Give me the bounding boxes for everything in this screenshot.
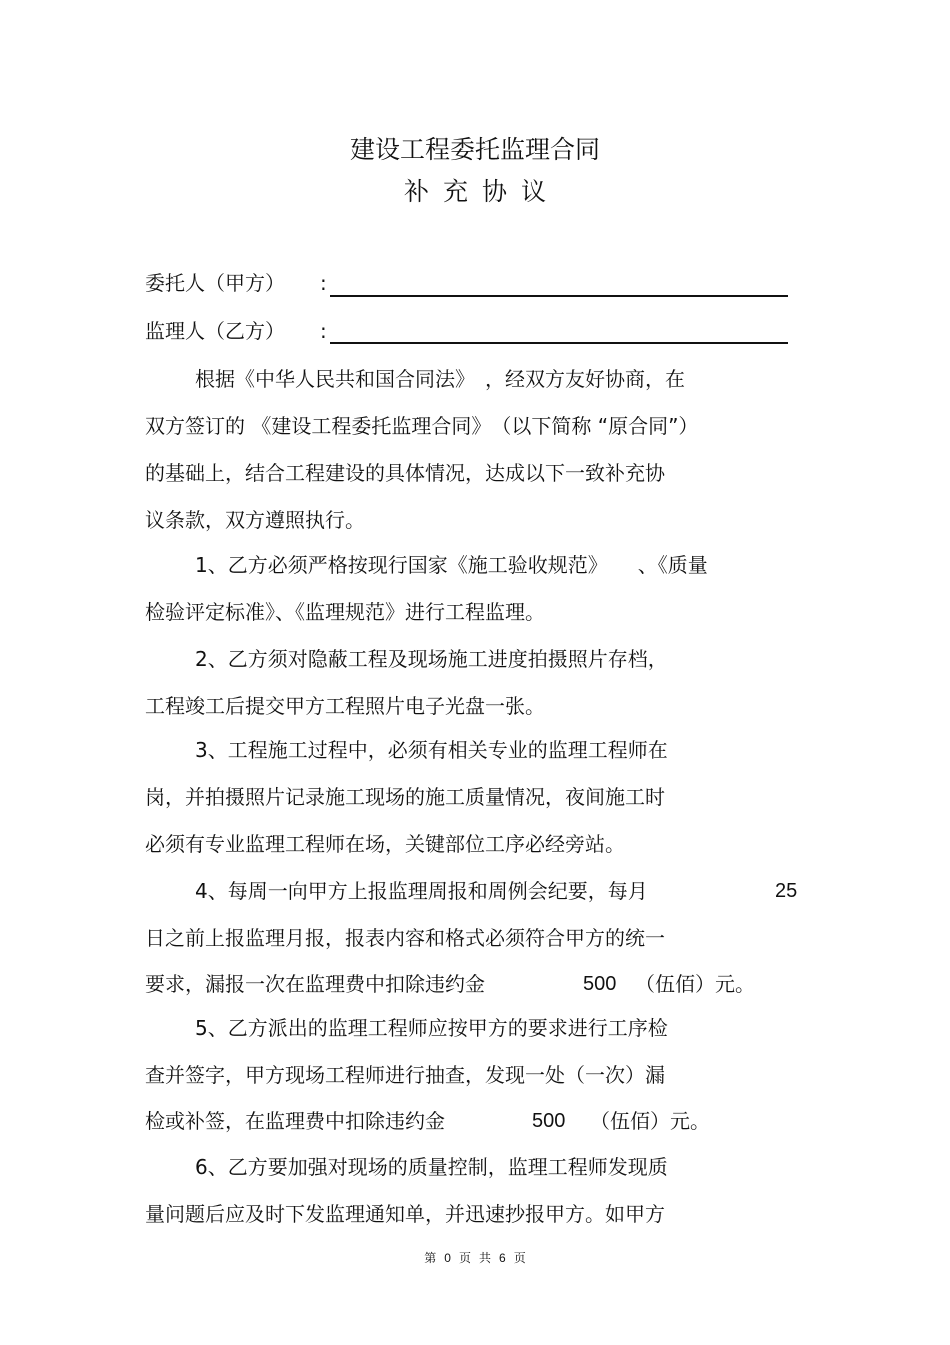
intro-line: 双方签订的 《建设工程委托监理合同》 （以下简称 “原合同”） [145,414,699,438]
client-label: 委托人（甲方） [145,271,285,295]
footer-suffix: 页 [513,1251,526,1265]
clause-line: 6、乙方要加强对现场的质量控制，监理工程师发现质 [195,1155,668,1179]
supervisor-colon: : [320,319,327,343]
intro-line: 根据《中华人民共和国合同法》 ，经双方友好协商，在 [195,367,685,391]
clause-line: 查并签字，甲方现场工程师进行抽查，发现一处（一次）漏 [145,1063,665,1087]
clause-line: 检或补签，在监理费中扣除违约金 [145,1109,445,1133]
intro-line: 的基础上，结合工程建设的具体情况，达成以下一致补充协 [145,461,665,485]
penalty-amount: 500 [583,973,617,995]
clause-line: 检验评定标准》、《监理规范》进行工程监理。 [145,600,545,624]
total-pages-number: 6 [499,1251,506,1265]
footer-total-prefix: 共 [479,1251,492,1265]
clause-line: 要求，漏报一次在监理费中扣除违约金 [145,972,485,996]
clause-line: 4、每周一向甲方上报监理周报和周例会纪要，每月 [195,879,648,903]
clause-line: 必须有专业监理工程师在场，关键部位工序必经旁站。 [145,832,625,856]
report-day-number: 25 [775,880,798,902]
clause-line: 量问题后应及时下发监理通知单，并迅速抄报甲方。如甲方 [145,1202,665,1226]
page-footer [0,1249,950,1266]
penalty-amount: 500 [532,1110,566,1132]
intro-line: 议条款，双方遵照执行。 [145,508,365,532]
clause-line: （伍佰）元。 [635,972,755,996]
clause-line: 1、乙方必须严格按现行国家《施工验收规范》 、《质量 [195,553,708,577]
clause-line: 日之前上报监理月报，报表内容和格式必须符合甲方的统一 [145,926,665,950]
clause-line: （伍佰）元。 [590,1109,710,1133]
clause-line: 3、工程施工过程中，必须有相关专业的监理工程师在 [195,738,668,762]
clause-line: 5、乙方派出的监理工程师应按甲方的要求进行工序检 [195,1016,668,1040]
document-subtitle: 补充协议 [403,177,560,206]
supervisor-underline [330,342,788,344]
supervisor-label: 监理人（乙方） [145,319,285,343]
clause-line: 岗，并拍摄照片记录施工现场的施工质量情况，夜间施工时 [145,785,665,809]
footer-prefix: 第 [424,1251,437,1265]
clause-line: 工程竣工后提交甲方工程照片电子光盘一张。 [145,694,545,718]
current-page-number: 0 [444,1251,451,1265]
client-colon: : [320,271,327,295]
clause-line: 2、乙方须对隐蔽工程及现场施工进度拍摄照片存档， [195,647,668,671]
client-underline [330,295,788,297]
footer-page-word: 页 [458,1251,471,1265]
document-title: 建设工程委托监理合同 [349,135,600,164]
